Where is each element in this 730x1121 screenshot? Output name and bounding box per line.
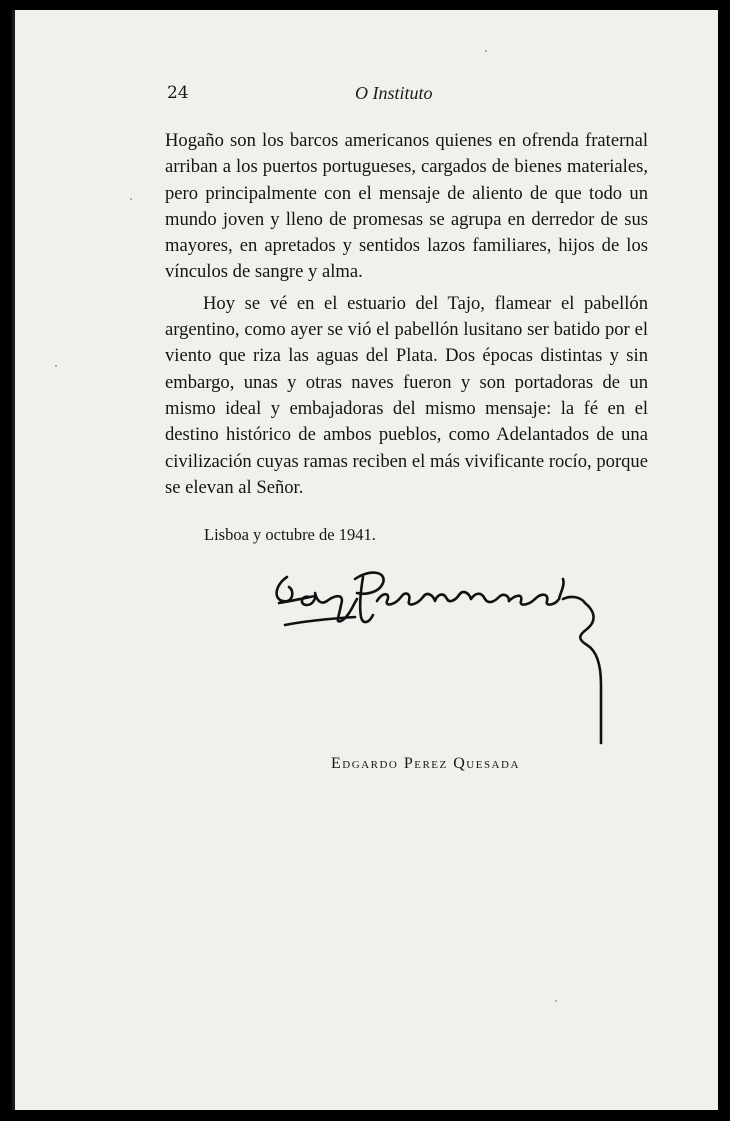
dateline: Lisboa y octubre de 1941. bbox=[204, 525, 376, 544]
page-header bbox=[167, 83, 652, 109]
paper-speck bbox=[485, 50, 487, 52]
paper-speck bbox=[130, 198, 132, 200]
handwritten-signature-icon bbox=[265, 565, 625, 755]
document-page bbox=[12, 10, 718, 1110]
paper-speck bbox=[55, 365, 57, 367]
paragraph-2: Hoy se vé en el estuario del Tajo, flamear el pabellón argentino, como ayer se vió el pabellón lusitano ser batido por el viento que riza las aguas del Plata. Dos épocas distintas y sin embargo, unas y otras naves fueron y son portadoras de un mismo ideal y embajadoras del mismo mensaje: la fé en el destino histórico de ambos pueblos, como Adelantados de una civilización cuyas ramas reciben el más vivificante rocío, porque se elevan al Señor. bbox=[165, 292, 648, 498]
paragraph-1: Hogaño son los barcos americanos quienes en ofrenda fraternal arriban a los puertos portugueses, cargados de bienes materiales, pero principalmente con el mensaje de aliento de que todo un mundo joven y lleno de promesas se agrupa en derredor de sus mayores, en apretados y sentidos lazos familiares, hijos de los vínculos de sangre y alma. bbox=[165, 130, 648, 283]
body-text bbox=[165, 128, 648, 501]
running-title: O Instituto bbox=[355, 83, 433, 103]
author-name: Edgardo Perez Quesada bbox=[331, 755, 520, 772]
paper-speck bbox=[555, 1000, 557, 1002]
page-number: 24 bbox=[167, 83, 189, 103]
